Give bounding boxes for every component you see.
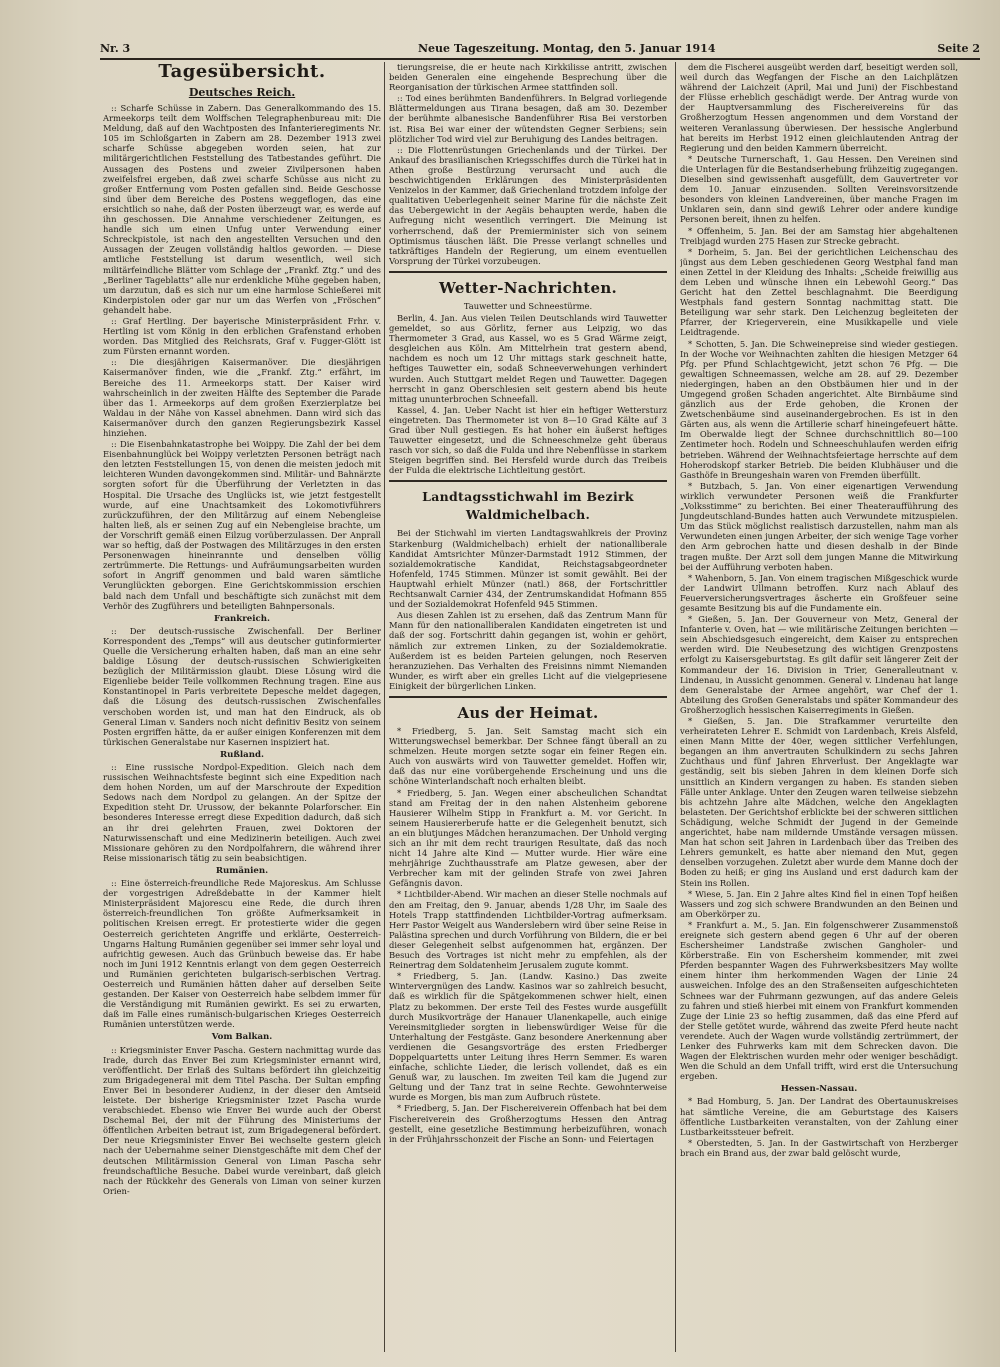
region-heading: Vom Balkan. <box>211 1032 273 1043</box>
article-paragraph: :: Die Flottenrüstungen Griechenlands und der Türkei. Der Ankauf des brasilianischen Kriegsschiffes durch die Türkei hat in Athen große Bestürzung verursacht und auch die beschwichtigenden Erklärungen des Ministerpräsidenten Venizelos in der Kammer, daß Griechenland trotzdem infolge der qualitativen Ueberlegenheit seiner Marine für die nächste Zeit das Uebergewicht in der Aegäis behaupten werde, haben die Aufregung nicht wesentlich verringert. Die Meinung ist vorherrschend, daß der Premierminister sich von seinem Optimismus täuschen läßt. Die Presse verlangt schnelles und tatkräftiges Handeln der Regierung, um einem eventuellen Vorsprung der Türkei vorzubeugen. <box>389 144 667 266</box>
article-paragraph: :: Die diesjährigen Kaisermanöver. Die diesjährigen Kaisermanöver finden, wie die „Frankf. Ztg.“ erfährt, im Bereiche des 11. Armeekorps statt. Der Kaiser wird wahrscheinlich in der zweiten Hälfte des September die Parade über das 1. Armeekorps auf dem großen Exerzierplatze bei Waldau in der Nähe von Kassel abnehmen. Dann wird sich das Kaisermanöver durch den ganzen Regierungsbezirk Kassel hinziehen. <box>103 357 381 438</box>
article-paragraph: Kassel, 4. Jan. Ueber Nacht ist hier ein heftiger Wettersturz eingetreten. Das Thermometer ist von 8—10 Grad Kälte auf 3 Grad über Null gestiegen. Es hat hoher ein äußerst heftiges Tauwetter eingesetzt, und die Schneeschmelze geht überaus rasch vor sich, so daß die Fulda und ihre Nebenflüsse in starkem Steigen begriffen sind. Bei Hersfeld wurde durch das Treibeis der Fulda die elektrische Lichtleitung gestört. <box>389 404 667 476</box>
article-paragraph: * Friedberg, 5. Jan. Wegen einer abscheulichen Schandtat stand am Freitag der in den nahen Alstenheim geborene Hausierer Wilhelm Stipp in Frankfurt a. M. vor Gericht. In seinem Hausiererberufe hatte er die Gelegenheit benutzt, sich an ein blutjunges Mädchen heranzumachen. Der Unhold verging sich an ihr mit dem recht traurigen Resultate, daß das noch nicht 14 Jahre alte Kind — Mutter wurde. Hier wäre eine mehrjährige Zuchthausstrafe am Platze gewesen, aber der Verbrecher kam mit der gelinden Strafe von zwei Jahren Gefängnis davon. <box>389 787 667 889</box>
article-paragraph: * Friedberg, 5. Jan. Der Fischereiverein Offenbach hat bei dem Fischereiverein des Großherzogtums Hessen den Antrag gestellt, eine gesetzliche Bestimmung herbeizuführen, wonach in der Frühjahrsschonzeit der Fische an Sonn- und Feiertagen <box>389 1103 667 1144</box>
article-paragraph: * Dorheim, 5. Jan. Bei der gerichtlichen Leichenschau des jüngst aus dem Leben geschiedenen Georg Westphal fand man einen Zettel in der Kleidung des Inhalts: „Scheide freiwillig aus dem Leben und wünsche ihnen ein Lebewohl Georg.“ Das Gericht hat den Zettel beschlagnahmt. Die Beerdigung Westphals fand gestern Sonntag nachmittag statt. Die Beteiligung war sehr stark. Den Leichenzug begleiteten der Pfarrer, der Kriegerverein, eine Musikkapelle und viele Leidtragende. <box>680 246 958 338</box>
article-paragraph: * Schotten, 5. Jan. Die Schweinepreise sind wieder gestiegen. In der Woche vor Weihnachten zahlten die hiesigen Metzger 64 Pfg. per Pfund Schlachtgewicht, jetzt schon 76 Pfg. — Die gewaltigen Schneemassen, welche am 28. auf 29. Dezember niedergingen, haben an den Obstbäumen hier und in der Umgegend großen Schaden angerichtet. Alte Birnbäume sind gänzlich aus der Erde gehoben, die Kronen der Zwetschenbäume sind auseinandergebrochen. Es ist in den Gärten aus, als wenn die Artillerie scharf hineingefeuert hätte. Im Oberwalde liegt der Schnee durchschnittlich 80—100 Zentimeter hoch. Rodeln und Schneeschuhlaufen werden eifrig betrieben. Während der Weihnachtsfeiertage herrschte auf dem Hoherodskopf starker Betrieb. Die beiden Klubhäuser und die Gasthöfe in Breungeshain waren von Fremden überfüllt. <box>680 338 958 480</box>
section-rule <box>389 271 667 273</box>
region-heading: Rußland. <box>219 749 264 760</box>
article-paragraph: Bei der Stichwahl im vierten Landtagswahlkreis der Provinz Starkenburg (Waldmichelbach) erhielt der nationalliberale Kandidat Amtsrichter Münzer-Darmstadt 1912 Stimmen, der sozialdemokratische Kandidat, Reichstagsabgeordneter Hofenfeld, 1745 Stimmen. Münzer ist somit gewählt. Bei der Hauptwahl erhielt Münzer (natl.) 868, der Fortschrittler Rechtsanwalt Carnier 434, der Zentrumskandidat Hofmann 855 und der Sozialdemokrat Hofenfeld 945 Stimmen. <box>389 528 667 610</box>
article-paragraph: Berlin, 4. Jan. Aus vielen Teilen Deutschlands wird Tauwetter gemeldet, so aus Görlitz, ferner aus Leipzig, wo das Thermometer 3 Grad, aus Kassel, wo es 5 Grad Wärme zeigt, desgleichen aus Köln. Am Mittelrhein trat gestern abend, nachdem es noch um 12 Uhr mittags stark geschneit hatte, heftiges Tauwetter ein, sodaß Schneeverwehungen verhindert wurden. Auch Stuttgart meldet Regen und Tauwetter. Dagegen herrscht in ganz Oberschlesien seit gestern abend bis heute mittag ununterbrochen Schneefall. <box>389 312 667 404</box>
header-rule <box>100 58 980 60</box>
article-paragraph: :: Scharfe Schüsse in Zabern. Das Generalkommando des 15. Armeekorps teilt dem Wolffschen Telegraphenbureau mit: Die Meldung, daß auf den Wachtposten des Infanterieregiments Nr. 105 im Schloßgarten in Zabern am 28. Dezember 1913 zwei scharfe Schüsse abgegeben worden seien, hat zur militärgerichtlichen Feststellung des Tatbestandes geführt. Die Aussagen des Postens und zweier Zivilpersonen haben zweifelsfrei ergeben, daß zwei scharfe Schüsse aus nicht zu großer Entfernung vom Posten gefallen sind. Beide Geschosse sind über dem Bereiche des Postens weggeflogen, das eine ersichtlich so nahe, daß der Posten überzeugt war, es werde auf ihn geschossen. Die Annahme verschiedener Zeitungen, es handle sich um einen Unfug unter Verwendung einer Schreckpistole, ist nach den angestellten Versuchen und den Aussagen der Zeugen vollständig haltlos geworden. — Diese amtliche Feststellung ist darum wesentlich, weil sich militärfeindliche Blätter vom Schlage der „Frankf. Ztg.“ und des „Berliner Tageblatts“ alle nur erdenkliche Mühe gegeben haben, um darzutun, daß es sich nur um eine harmlose Schießerei mit Kinderpistolen oder gar nur um das Werfen von „Fröschen“ gehandelt habe. <box>103 103 381 315</box>
section-heading: Aus der Heimat. <box>457 703 599 722</box>
article-paragraph: :: Kriegsminister Enver Pascha. Gestern nachmittag wurde das Irade, durch das Enver Bei zum Kriegsminister ernannt wird, veröffentlicht. Der Erlaß des Sultans befördert ihn gleichzeitig zum Brigadegeneral mit dem Titel Pascha. Der Sultan empfing Enver Bei in besonderer Audienz, in der dieser den Amtseid leistete. Der bisherige Kriegsminister Izzet Pascha wurde verabschiedet. Ebenso wie Enver Bei wurde auch der Oberst Dschemal Bei, der mit der Führung des Ministeriums der öffentlichen Arbeiten betraut ist, zum Brigadegeneral befördert. Der neue Kriegsminister Enver Bei wechselte gestern gleich nach der Uebernahme seiner Dienstgeschäfte mit dem Chef der deutschen Militärmission General von Liman Pascha sehr freundschaftliche Besuche. Dabei wurde vereinbart, daß gleich nach der Rückkehr des Generals von Liman von seiner kurzen Orien- <box>103 1044 381 1196</box>
issue-number: Nr. 3 <box>100 42 131 55</box>
article-paragraph: * Offenheim, 5. Jan. Bei der am Samstag hier abgehaltenen Treibjagd wurden 275 Hasen zur Strecke gebracht. <box>680 225 958 246</box>
article-paragraph: dem die Fischerei ausgeübt werden darf, beseitigt werden soll, weil durch das Wegfangen der Fische an den Laichplätzen während der Laichzeit (April, Mai und Juni) der Fischbestand der Flüsse erheblich geschädigt werde. Der Antrag wurde von der Hauptversammlung des Fischereivereins für das Großherzogtum Hessen angenommen und dem Vorstand der weiteren Veranlassung überwiesen. Der hessische Anglerbund hat bereits im Herbst 1912 einen gleichlautenden Antrag der Regierung und den beiden Kammern überreicht. <box>680 62 958 153</box>
article-paragraph: tierungsreise, die er heute nach Kirkkilisse antritt, zwischen beiden Generalen eine eingehende Besprechung über die Reorganisation der türkischen Armee stattfinden soll. <box>389 62 667 93</box>
region-heading: Hessen-Nassau. <box>780 1084 858 1095</box>
article-paragraph: :: Tod eines berühmten Bandenführers. In Belgrad vorliegende Blättermeldungen aus Tirana besagen, daß am 30. Dezember der berühmte albanesische Bandenführer Risa Bei verstorben ist. Risa Bei war einer der wütendsten Gegner Serbiens; sein plötzlicher Tod wird viel zur Beruhigung des Landes beitragen. <box>389 93 667 144</box>
page-header <box>100 38 980 58</box>
masthead-line: Neue Tageszeitung. Montag, den 5. Januar 1914 <box>418 42 716 55</box>
article-paragraph: * Friedberg, 5. Jan. Seit Samstag macht sich ein Witterungswechsel bemerkbar. Der Schnee fängt überall an zu schmelzen. Heute morgen setzte sogar ein feiner Regen ein. Auch von auswärts wird von Tauwetter gemeldet. Hoffen wir, daß das nur eine vorübergehende Erscheinung und uns die schöne Winterlandschaft noch erhalten bleibt. <box>389 725 667 787</box>
article-paragraph: * Friedberg, 5. Jan. (Landw. Kasino.) Das zweite Wintervergnügen des Landw. Kasinos war so zahlreich besucht, daß es wirklich für die Spätgekommenen schwer hielt, einen Platz zu bekommen. Der erste Teil des Festes wurde ausgefüllt durch Musikvorträge der Hanauer Ulanenkapelle, auch einige Vereinsmitglieder sorgten in liebenswürdiger Weise für die Unterhaltung der Festgäste. Ganz besondere Anerkennung aber verdienen die Gesangsvorträge des ersten Friedberger Doppelquartetts unter Leitung ihres Herrn Semmer. Es waren einfache, schlichte Lieder, die lerisch vollendet, daß es ein Genuß war, zu lauschen. Im zweiten Teil kam die Jugend zur Geltung und der Tanz trat in seine Rechte. Gewohnterweise wurde es Morgen, bis man zum Aufbruch rüstete. <box>389 971 667 1103</box>
column-2 <box>389 62 667 1354</box>
article-paragraph: * Bad Homburg, 5. Jan. Der Landrat des Obertaunuskreises hat sämtliche Vereine, die am Geburtstage des Kaisers öffentliche Lustbarkeiten veranstalten, von der Zahlung einer Lustbarkeitssteuer befreit. <box>680 1096 958 1137</box>
article-paragraph: * Frankfurt a. M., 5. Jan. Ein folgenschwerer Zusammenstoß ereignete sich gestern abend gegen 6 Uhr auf der oberen Eschersheimer Landstraße zwischen Gangholer- und Körberstraße. Ein von Eschersheim kommender, mit zwei Pferden bespannter Wagen des Fuhrwerksbesitzers May wollte einem hinter ihm herkommenden Wagen der Linie 24 ausweichen. Infolge des an den Straßenseiten aufgeschichteten Schnees war der Fuhrmann gezwungen, auf das andere Geleis zu fahren und stieß hierbei mit einem von Frankfurt kommenden Zuge der Linie 23 so heftig zusammen, daß das eine Pferd auf der Stelle getötet wurde, während das zweite Pferd heute nacht verendete. Auch der Wagen wurde vollständig zertrümmert, der Lenker des Fuhrwerks kam mit dem Schrecken davon. Die Wagen der Elektrischen wurden mehr oder weniger beschädigt. Wen die Schuld an dem Unfall trifft, wird erst die Untersuchung ergeben. <box>680 919 958 1082</box>
section-heading: Tagesübersicht. <box>158 62 326 82</box>
article-paragraph: * Lichtbilder-Abend. Wir machen an dieser Stelle nochmals auf den am Freitag, den 9. Januar, abends 1/28 Uhr, im Saale des Hotels Trapp stattfindenden Lichtbilder-Vortrag aufmerksam. Herr Pastor Weigelt aus Wanderslebern wird über seine Reise in Palästina sprechen und durch Vorführung von Bildern, die er bei dieser Gelegenheit selbst aufgenommen hat, ergänzen. Der Besuch des Vortrages ist nicht mehr zu empfehlen, als der Reinertrag dem Soldatenheim Jerusalem zugute kommt. <box>389 889 667 971</box>
column-3 <box>680 62 958 1354</box>
article-paragraph: :: Die Eisenbahnkatastrophe bei Woippy. Die Zahl der bei dem Eisenbahnunglück bei Woippy verletzten Personen beträgt nach den letzten Feststellungen 15, von denen die meisten jedoch mit leichteren Wunden davongekommen sind. Militär- und Bahnärzte sorgten sofort für die Überführung der Verletzten in das Hospital. Die Ursache des Unglücks ist, wie jetzt festgestellt wurde, auf eine Unachtsamkeit des Lokomotivführers zurückzuführen, der den Militärzug auf einem Nebengleise halten ließ, als er seinen Zug auf ein Nebengleise brachte, um der Vorschrift gemäß einen Eilzug vorüberzulassen. Der Anprall war so heftig, daß der Postwagen des Militärzuges in den ersten Personenwagen hineinrannte und denselben völlig zertrümmerte. Die Rettungs- und Aufräumungsarbeiten wurden sofort in Angriff genommen und bald waren sämtliche Verunglückten geborgen. Eine Gerichtskommission erschien bald nach dem Unfall und beschäftigte sich zunächst mit dem Verhör des Zugführers und beteiligten Bahnpersonals. <box>103 439 381 611</box>
section-rule <box>389 480 667 482</box>
section-heading: Landtagsstichwahl im Bezirk Waldmichelbach. <box>422 489 634 523</box>
article-paragraph: * Butzbach, 5. Jan. Von einer eigenartigen Verwendung wirklich verwundeter Personen weiß die Frankfurter „Volksstimme“ zu berichten. Bei einer Theateraufführung des Jungdeutschland-Bundes hatten auch Verwundete mitzuspielen. Um das Stück möglichst realistisch darzustellen, nahm man als Verwundeten einen jungen Arbeiter, der sich wenige Tage vorher den Arm gebrochen hatte und diesen deshalb in der Binde tragen mußte. Der Arzt soll dem jungen Manne die Mitwirkung bei der Aufführung verboten haben. <box>680 480 958 572</box>
article-paragraph: :: Eine österreich-freundliche Rede Majoreskus. Am Schlusse der vorgestrigen Adreßdebatte in der Kammer hielt Ministerpräsident Majorescu eine Rede, die durch ihren österreich-freundlichen Ton größte Aufmerksamkeit in politischen Kreisen erregt. Er protestierte wider die gegen Oesterreich gerichteten Angriffe und erklärte, Oesterreich-Ungarns Haltung Rumänien gegenüber sei immer sehr loyal und aufrichtig gewesen. Auch das Grünbuch beweise das. Er habe noch im Juni 1912 Kenntnis erlangt von dem gegen Oesterreich und Rumänien gerichteten bulgarisch-serbischen Vertrag. Oesterreich und Rumänien hätten daher auf derselben Seite gestanden. Der Kaiser von Oesterreich habe selbdem immer für die Verständigung mit Rumänien gewirkt. Es sei zu erwarten, daß im Falle eines rumänisch-bulgarischen Krieges Oesterreich Rumänien unterstützen werde. <box>103 878 381 1030</box>
region-heading: Rumänien. <box>215 865 269 876</box>
column-divider <box>675 62 676 1352</box>
article-paragraph: * Deutsche Turnerschaft, 1. Gau Hessen. Den Vereinen sind die Unterlagen für die Bestandserhebung frühzeitig zugegangen. Dieselben sind gewissenhaft ausgefüllt, dem Gauvertreter vor dem 10. Januar einzusenden. Sollten Vereinsvorsitzende besonders von kleinen Landvereinen, über manche Fragen im Unklaren sein, dann sind gewiß Lehrer oder andere kundige Personen bereit, ihnen zu helfen. <box>680 153 958 225</box>
article-paragraph: * Oberstedten, 5. Jan. In der Gastwirtschaft von Herzberger brach ein Brand aus, der zwar bald gelöscht wurde, <box>680 1137 958 1158</box>
article-paragraph: * Gießen, 5. Jan. Der Gouverneur von Metz, General der Infanterie v. Oven, hat — wie militärische Zeitungen berichten — sein Abschiedsgesuch eingereicht, dem Kaiser zu entsprechen werden wird. Die Neubesetzung des wichtigen Grenzpostens erfolgt zu Kaisersgeburtstag. Es gilt dafür seit längerer Zeit der Kommandeur der 16. Division in Trier, Generalleutnant v. Lindenau, in Aussicht genommen. General v. Lindenau hat lange dem Generalstabe der Armee angehört, war Chef der 1. Abteilung des Großen Generalstabs und später Kommandeur des Großherzoglich hessischen Kaiserregiments in Gießen. <box>680 614 958 715</box>
region-heading: Frankreich. <box>214 613 270 624</box>
page-number: Seite 2 <box>937 42 980 55</box>
article-paragraph: Aus diesen Zahlen ist zu ersehen, daß das Zentrum Mann für Mann für den nationalliberalen Kandidaten eingetreten ist und daß der sog. Fortschritt dahin gegangen ist, wohin er gehört, nämlich zur extremen Linken, zu der Sozialdemokratie. Außerdem ist es beiden Parteien gelungen, noch Reserven heranzuziehen. Das Verhalten des Freisinns nimmt Niemanden Wunder, es wirft aber ein grelles Licht auf die vielgepriesene Einigkeit der bürgerlichen Linken. <box>389 610 667 691</box>
column-1 <box>103 62 381 1354</box>
article-paragraph: :: Eine russische Nordpol-Expedition. Gleich nach dem russischen Weihnachtsfeste beginnt sich eine Expedition nach dem hohen Norden, um auf der Marschroute der Expedition Sedows nach dem Nordpol zu gelangen. An der Spitze der Expedition steht Dr. Urussow, der bekannte Polarforscher. Ein besonderes Interesse erregt diese Expedition dadurch, daß sich an ihr drei gelehrten Frauen, zwei Doktoren der Naturwissenschaft und eine Medizinerin beteiligen. Auch zwei Missionare gehören zu den Nordpolfahrern, die während ihrer Reise missionarisch tätig zu sein beabsichtigen. <box>103 762 381 863</box>
subsection-heading: Deutsches Reich. <box>188 86 296 99</box>
article-paragraph: * Gießen, 5. Jan. Die Strafkammer verurteilte den verheirateten Lehrer E. Schmidt von Lardenbach, Kreis Alsfeld, einen Mann Mitte der 40er, wegen sittlicher Verfehlungen, begangen an ihm anvertrauten Schulkindern zu sechs Jahren Zuchthaus und fünf Jahren Ehrverlust. Der Angeklagte war geständig, seit bis sieben Jahren in dem kleinen Dorfe sich unsittlich an Kindern vergangen zu haben. Es standen sieben Fälle unter Anklage. Unter den Zeugen waren teilweise siebzehn bis achtzehn Jahre alte Mädchen, welche den Angeklagten belasteten. Der Gerichtshof erblickte bei der schweren sittlichen Schädigung, welche Schmidt der Jugend in der Gemeinde angerichtet, habe nam mildernde Umstände versagen müssen. Man hat schon seit Jahren in Lardenbach über das Treiben des Lehrers gemunkelt, es hatte aber niemand den Mut, gegen denselben vorzugehen. Zuletzt aber wurde dem Manne doch der Boden zu heiß; er ging ins Ausland und erst dadurch kam der Stein ins Rollen. <box>680 716 958 888</box>
article-paragraph: :: Der deutsch-russische Zwischenfall. Der Berliner Korrespondent des „Temps“ will aus deutscher gutinformierter Quelle die Versicherung erhalten haben, daß man an eine sehr baldige Lösung der deutsch-russischen Schwierigkeiten bezüglich der Militärmission glaubt. Diese Lösung wird die Eigenliebe beider Teile vollkommen Rechnung tragen. Eine aus Konstantinopel in Paris verbreitete Depesche meldet dagegen, daß die Lösung des deutsch-russischen Zwischenfalles verschoben worden ist, und man hat den Eindruck, als ob General Liman v. Sanders noch nicht definitiv Besitz von seinem Posten ergriffen hätte, da er außer einigen Konferenzen mit dem türkischen Generalstabe nur Kasernen inspiziert hat. <box>103 625 381 747</box>
article-paragraph: * Wahenborn, 5. Jan. Von einem tragischen Mißgeschick wurde der Landwirt Ullmann betroffen. Kurz nach Ablauf des Feuerversicherungsvertrages äscherte ein Großfeuer seine gesamte Besitzung bis auf die Fundamente ein. <box>680 572 958 613</box>
article-paragraph: * Wiese, 5. Jan. Ein 2 Jahre altes Kind fiel in einen Topf heißen Wassers und zog sich schwere Brandwunden an den Beinen und am Oberkörper zu. <box>680 888 958 919</box>
section-subheading: Tauwetter und Schneestürme. <box>463 300 593 311</box>
section-rule <box>389 696 667 698</box>
section-heading: Wetter-Nachrichten. <box>438 278 618 297</box>
article-paragraph: :: Graf Hertling. Der bayerische Ministerpräsident Frhr. v. Hertling ist vom König in den erblichen Grafenstand erhoben worden. Das Mitglied des Reichsrats, Graf v. Fugger-Glött ist zum Fürsten ernannt worden. <box>103 315 381 357</box>
column-divider <box>384 62 385 1352</box>
